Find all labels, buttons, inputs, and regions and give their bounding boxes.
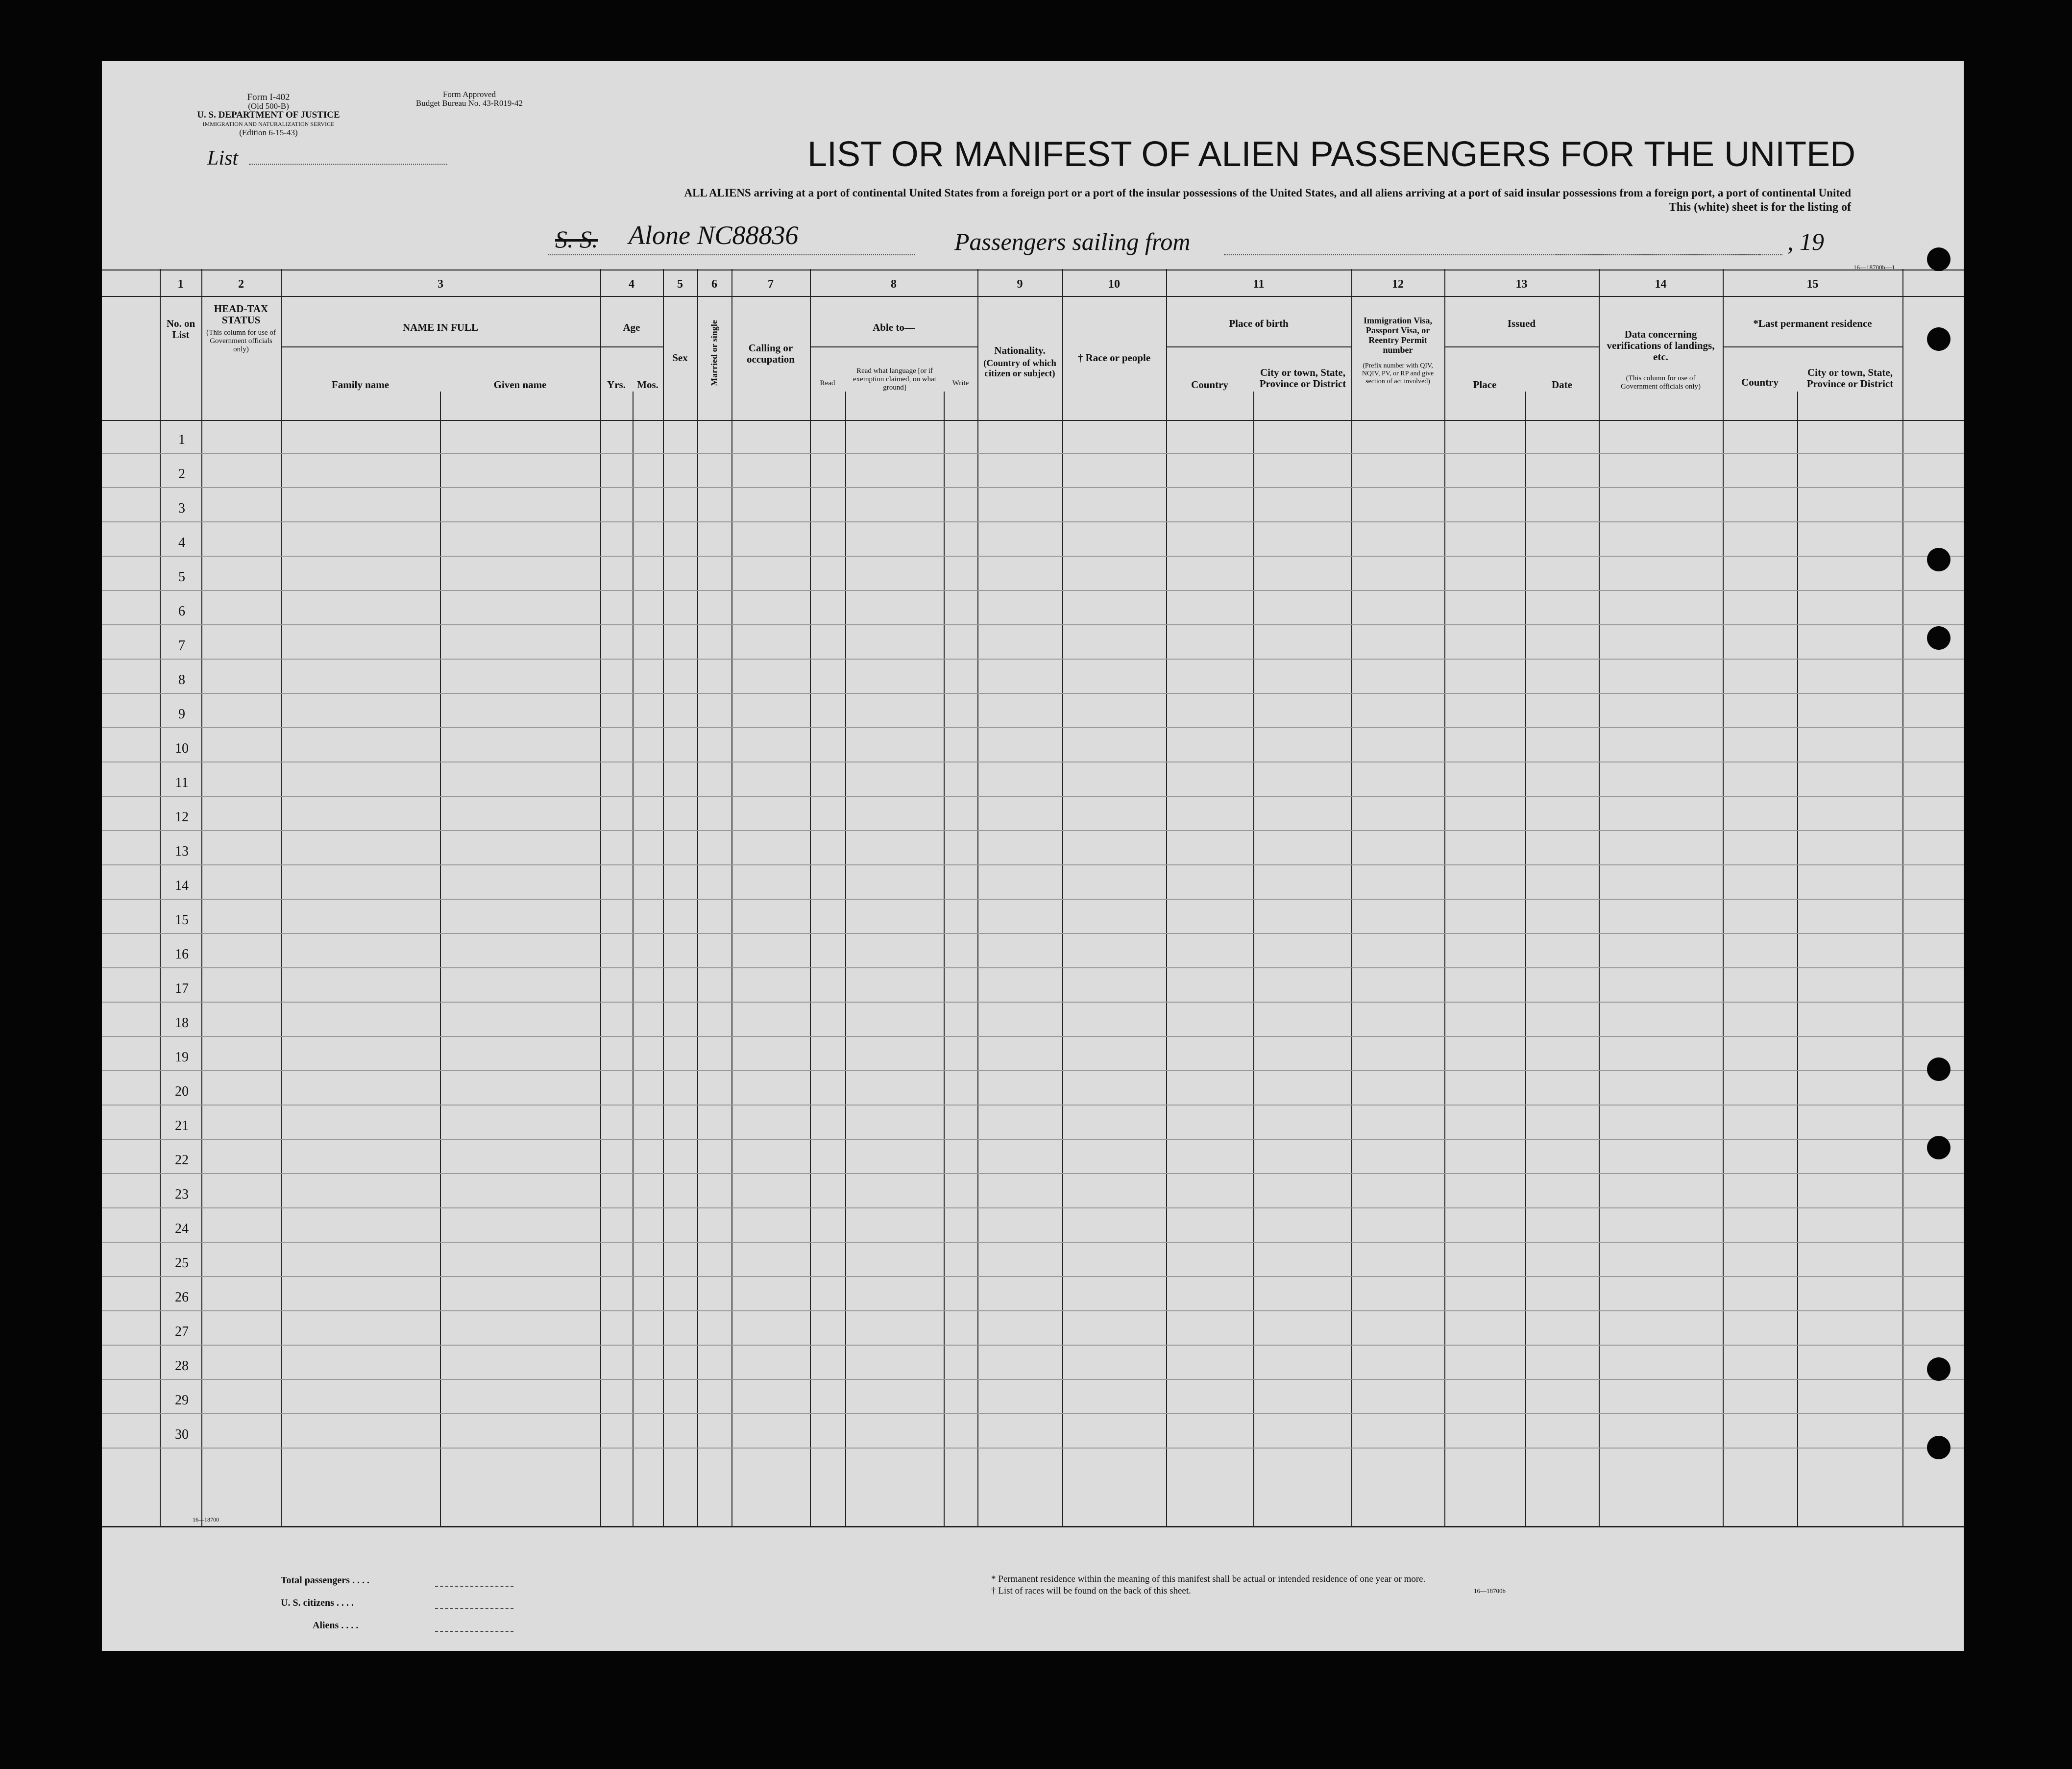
- col7-heading: Calling or occupation: [746, 342, 795, 365]
- column-number-4: 4: [629, 278, 634, 291]
- form-edition: (Edition 6-15-43): [239, 128, 298, 137]
- row-number: 22: [175, 1153, 189, 1168]
- col8-heading: Able to—: [873, 321, 915, 333]
- permanent-residence-note: * Permanent residence within the meaning of this manifest shall be actual or intended residence of one year or more.: [991, 1574, 1426, 1584]
- column-number-11: 11: [1253, 278, 1265, 291]
- col13-heading: Issued: [1507, 318, 1536, 329]
- col6-heading: Married or single: [709, 320, 719, 386]
- year-label: , 19: [1787, 228, 1824, 255]
- col11-country-heading: Country: [1191, 379, 1228, 391]
- col5-heading: Sex: [672, 352, 688, 364]
- column-number-13: 13: [1515, 278, 1528, 291]
- row-number: 8: [178, 672, 185, 688]
- row-rule: [102, 1105, 1964, 1106]
- year-blank: [1555, 254, 1760, 255]
- vessel-prefix: S. S.: [555, 225, 598, 253]
- row-number: 17: [175, 981, 189, 996]
- binder-hole: [1927, 1357, 1950, 1381]
- col11-heading: Place of birth: [1229, 318, 1289, 329]
- row-number: 3: [178, 501, 185, 516]
- budget-bureau: Budget Bureau No. 43-R019-42: [415, 98, 523, 108]
- col14-heading: Data concerning verifications of landings, etc.: [1607, 328, 1715, 363]
- col15-city-heading: City or town, State, Province or District: [1806, 367, 1894, 390]
- row-rule: [102, 1448, 1964, 1449]
- binder-hole: [1927, 1136, 1950, 1159]
- row-number: 1: [178, 432, 185, 447]
- binder-hole: [1927, 247, 1950, 271]
- row-rule: [102, 556, 1964, 557]
- form-id-block: [193, 93, 344, 137]
- row-number: 13: [175, 844, 189, 859]
- col13-date-heading: Date: [1552, 379, 1572, 391]
- totals-block: [281, 1575, 624, 1643]
- col14-note: (This column for use of Government officials only): [1620, 374, 1701, 391]
- row-rule: [102, 693, 1964, 694]
- col12-heading: Immigration Visa, Passport Visa, or Reentry Permit number: [1363, 316, 1432, 355]
- subtitle-line-1: ALL ALIENS arriving at a port of continental United States from a foreign port or a port of the insular possessions of the United States, and all aliens arriving at a port of said insular possessions from a foreign port, a port of continental United: [684, 187, 1851, 199]
- row-rule: [102, 1379, 1964, 1380]
- row-rule: [102, 830, 1964, 831]
- binder-hole: [1927, 626, 1950, 650]
- row-number: 9: [178, 707, 185, 722]
- footer-form-code: 16—18700b: [1474, 1587, 1506, 1595]
- manifest-title: LIST OR MANIFEST OF ALIEN PASSENGERS FOR THE UNITED: [807, 135, 1856, 174]
- row-number: 15: [175, 912, 189, 928]
- row-number: 14: [175, 878, 189, 893]
- us-citizens-row: [281, 1597, 624, 1620]
- col4-mos-heading: Mos.: [637, 379, 658, 391]
- row-rule: [102, 453, 1964, 454]
- row-number: 10: [175, 741, 189, 756]
- binder-hole: [1927, 327, 1950, 351]
- col9-heading: Nationality.: [994, 344, 1046, 356]
- column-number-1: 1: [177, 278, 184, 291]
- column-number-10: 10: [1108, 278, 1120, 291]
- form-approved: Form Approved: [442, 90, 496, 99]
- col3-heading: NAME IN FULL: [402, 321, 478, 333]
- row-number: 25: [175, 1255, 189, 1271]
- corner-code: 16—18700b—1: [1853, 264, 1895, 271]
- row-number: 20: [175, 1084, 189, 1099]
- sailing-label: Passengers sailing from: [954, 228, 1191, 255]
- form-number: Form I-402: [247, 92, 290, 102]
- row-number: 6: [178, 604, 185, 619]
- row-number: 12: [175, 810, 189, 825]
- subtitle-line-2: This (white) sheet is for the listing of: [1668, 201, 1851, 214]
- binder-hole: [1927, 1436, 1950, 1459]
- col2-heading: HEAD-TAX STATUS: [214, 303, 268, 326]
- col13-place-heading: Place: [1473, 379, 1497, 391]
- bottom-form-code: 16—18700: [193, 1516, 219, 1523]
- row-rule: [102, 659, 1964, 660]
- row-rule: [102, 864, 1964, 865]
- col8-language-heading: Read what language [or if exemption claimed, on what ground]: [853, 367, 936, 392]
- row-number: 2: [178, 467, 185, 482]
- row-number: 24: [175, 1221, 189, 1236]
- row-number: 7: [178, 638, 185, 653]
- row-rule: [102, 1002, 1964, 1003]
- row-rule: [102, 899, 1964, 900]
- row-rule: [102, 1242, 1964, 1243]
- row-rule: [102, 933, 1964, 934]
- list-label: List: [207, 147, 239, 170]
- row-rule: [102, 1070, 1964, 1071]
- row-number: 21: [175, 1118, 189, 1133]
- row-rule: [102, 1207, 1964, 1208]
- row-number: 30: [175, 1427, 189, 1442]
- col2-note: (This column for use of Government officials only): [206, 329, 276, 353]
- column-number-6: 6: [711, 278, 717, 291]
- col15-heading: *Last permanent residence: [1753, 318, 1872, 329]
- col11-city-heading: City or town, State, Province or District: [1259, 367, 1346, 390]
- binder-hole: [1927, 548, 1950, 571]
- col4-heading: Age: [623, 321, 640, 333]
- column-number-14: 14: [1655, 278, 1667, 291]
- aliens-label: Aliens . . . .: [313, 1620, 359, 1631]
- row-number: 28: [175, 1358, 189, 1374]
- row-rule: [102, 590, 1964, 591]
- total-passengers-blank: [435, 1586, 513, 1587]
- row-number: 16: [175, 947, 189, 962]
- passenger-rows: [102, 269, 1964, 1527]
- row-rule: [102, 624, 1964, 625]
- row-number: 18: [175, 1015, 189, 1031]
- row-number: 11: [175, 775, 189, 790]
- col10-heading: † Race or people: [1077, 352, 1151, 364]
- row-rule: [102, 727, 1964, 728]
- row-number: 4: [178, 535, 185, 550]
- form-old-number: (Old 500-B): [248, 101, 289, 111]
- total-passengers-row: [281, 1575, 624, 1597]
- row-rule: [102, 1345, 1964, 1346]
- col9-note: (Country of which citizen or subject): [983, 358, 1056, 379]
- row-rule: [102, 1139, 1964, 1140]
- column-number-12: 12: [1392, 278, 1404, 291]
- list-blank: [249, 164, 447, 165]
- row-number: 26: [175, 1290, 189, 1305]
- col3-given-heading: Given name: [493, 379, 547, 391]
- row-rule: [102, 1413, 1964, 1414]
- column-number-7: 7: [768, 278, 774, 291]
- row-number: 5: [178, 569, 185, 585]
- row-rule: [102, 1173, 1964, 1174]
- col1-heading: No. on List: [166, 318, 195, 341]
- row-number: 29: [175, 1393, 189, 1408]
- col15-country-heading: Country: [1741, 376, 1779, 388]
- manifest-sheet: [102, 61, 1964, 1651]
- total-passengers-label: Total passengers . . . .: [281, 1575, 369, 1586]
- row-rule: [102, 967, 1964, 968]
- column-number-3: 3: [438, 278, 443, 291]
- us-citizens-label: U. S. citizens . . . .: [281, 1597, 354, 1608]
- row-number: 23: [175, 1187, 189, 1202]
- approval-block: [391, 90, 548, 108]
- us-citizens-blank: [435, 1608, 513, 1609]
- col12-note: (Prefix number with QIV, NQIV, PV, or RP and give section of act involved): [1362, 362, 1434, 385]
- binder-hole: [1927, 1057, 1950, 1081]
- column-number-2: 2: [238, 278, 244, 291]
- vessel-blank: [548, 254, 915, 255]
- column-number-5: 5: [677, 278, 683, 291]
- row-rule: [102, 487, 1964, 488]
- column-number-9: 9: [1017, 278, 1023, 291]
- row-number: 27: [175, 1324, 189, 1339]
- col4-yrs-heading: Yrs.: [607, 379, 626, 391]
- col3-family-heading: Family name: [331, 379, 390, 391]
- department-name: U. S. DEPARTMENT OF JUSTICE: [197, 110, 340, 120]
- races-note: † List of races will be found on the back of this sheet.: [991, 1586, 1191, 1596]
- service-name: IMMIGRATION AND NATURALIZATION SERVICE: [202, 121, 335, 127]
- col8-read-heading: Read: [820, 379, 835, 387]
- aliens-blank: [435, 1631, 513, 1632]
- row-rule: [102, 1276, 1964, 1277]
- row-rule: [102, 1036, 1964, 1037]
- manifest-table: [102, 269, 1964, 1587]
- row-rule: [102, 796, 1964, 797]
- col8-write-heading: Write: [952, 379, 969, 387]
- row-rule: [102, 521, 1964, 522]
- vessel-name-handwritten: Alone NC88836: [629, 221, 799, 250]
- column-number-8: 8: [891, 278, 897, 291]
- column-number-15: 15: [1806, 278, 1819, 291]
- aliens-row: [281, 1620, 624, 1643]
- row-number: 19: [175, 1050, 189, 1065]
- row-rule: [102, 1310, 1964, 1311]
